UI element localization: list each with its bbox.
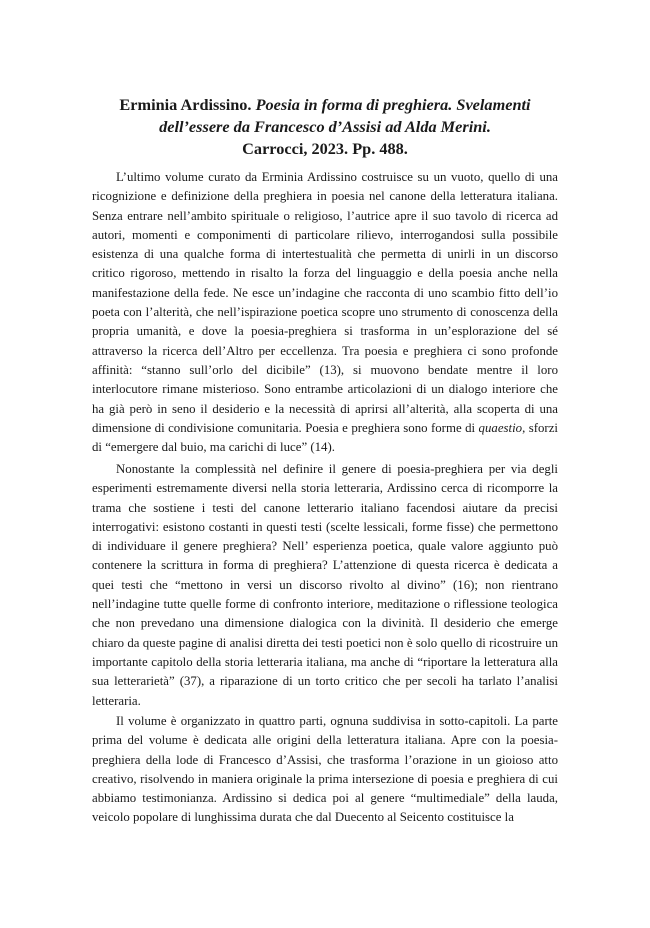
paragraph-1 (92, 168, 558, 457)
paragraph-1-text-a: L’ultimo volume curato da Erminia Ardissino costruisce su un vuoto, quello di una ricognizione e definizione della preghiera in poesia nel canone della letteratura italiana. Senza entrare nell’ambito spirituale o religioso, l’autrice apre il suo tavolo di ricerca ad autori, momenti e componimenti di particolare rilievo, interrogandosi sulla possibile esistenza di una qualche forma di intertestualità che permetta di unirli in un discorso critico rigoroso, mettendo in risalto la forza del linguaggio e della poesia anche nella manifestazione della fede. Ne esce un’indagine che racconta di uno scambio fitto dell’io poeta con l’alterità, che nell’ispirazione poetica scopre uno strumento di conoscenza della propria umanità, e dove la poesia-preghiera si trasforma in un’esplorazione del sé attraverso la ricerca dell’Altro per eccellenza. Tra poesia e preghiera ci sono profonde affinità: “stanno sull’orlo del dicibile” (13), si muovono bendate mentre il loro interlocutore rimane misterioso. Sono entrambe articolazioni di un dialogo interiore che ha già però in seno il desiderio e la necessità di aprirsi all’alterità, alla scoperta di una dimensione di condivisione comunitaria. Poesia e preghiera sono forme di (92, 170, 558, 435)
book-title-part-1: Poesia in forma di preghiera. Svelamenti (255, 95, 531, 114)
paragraph-1-text-b: , sforzi di “emergere dal buio, ma carichi di luce” (14). (92, 420, 558, 455)
paragraph-1-block (92, 168, 558, 457)
book-title-part-2: dell’essere da Francesco d’Assisi ad Alda Merini. (159, 117, 491, 136)
review-heading (90, 94, 560, 160)
book-author: Erminia Ardissino. (119, 95, 252, 114)
paragraph-1-italic-term: quaestio (478, 420, 523, 435)
publication-info: Carrocci, 2023. Pp. 488. (242, 139, 408, 158)
paragraph-2-block (92, 460, 558, 711)
heading-line-1 (90, 94, 560, 116)
paragraph-2: Nonostante la complessità nel definire il genere di poesia-preghiera per via degli esperimenti estremamente diversi nella storia letteraria, Ardissino cerca di ricomporre la trama che sostiene i testi del canone letterario italiano facendosi aiutare da precisi interrogativi: esistono costanti in questi testi (scelte lessicali, forme fisse) che permettono di individuare il genere preghiera? Nell’ esperienza poetica, quale valore aggiunto può contenere la scrittura in forma di preghiera? L’attenzione di questa ricerca è dedicata a quei testi che “mettono in versi un discorso rivolto al divino” (16); non rientrano nell’indagine tutte quelle forme di confronto interiore, meditazione o riflessione teologica che non prevedano una dimensione dialogica con la divinità. Il desiderio che emerge chiaro da queste pagine di analisi diretta dei testi poetici non è solo quello di ricostruire un importante capitolo della storia letteraria italiana, ma anche di “riportare la letteratura alla sua letterarietà” (37), a riparazione di un torto critico che per secoli ha tarlato l’analisi letteraria. (92, 462, 558, 708)
paragraph-3-block (92, 712, 558, 828)
paragraph-3: Il volume è organizzato in quattro parti, ognuna suddivisa in sotto-capitoli. La parte prima del volume è dedicata alle origini della letteratura italiana. Apre con la poesia-preghiera della lode di Francesco d’Assisi, che trasforma l’orazione in un gioioso atto creativo, risolvendo in maniera originale la prima intersezione di poesia e preghiera di cui abbiamo testimonianza. Ardissino si dedica poi al genere “multimediale” della lauda, veicolo popolare di lunghissima durata che dal Duecento al Seicento costituisce la (92, 714, 558, 825)
